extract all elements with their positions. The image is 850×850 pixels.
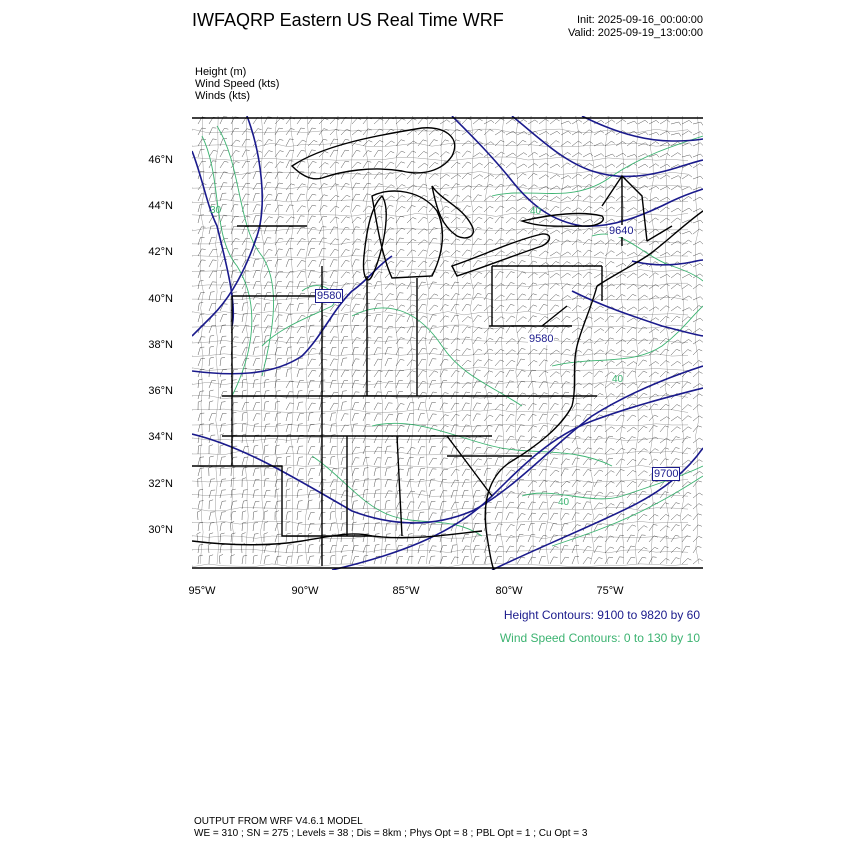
lon-label-80: 80°W <box>495 585 523 597</box>
lat-label-40: 40°N <box>148 293 173 305</box>
lat-label-38: 38°N <box>148 339 173 351</box>
lon-label-90: 90°W <box>291 585 319 597</box>
lon-label-85: 85°W <box>392 585 420 597</box>
lat-label-32: 32°N <box>148 478 173 490</box>
lat-label-42: 42°N <box>148 246 173 258</box>
height-contour-label: 9580 <box>317 290 342 302</box>
variable-height: Height (m) <box>195 66 247 78</box>
height-contour-label: 9580 <box>529 333 554 345</box>
height-contour-label: 9640 <box>609 225 634 237</box>
wind-contour-label: 40 <box>558 497 570 508</box>
lat-label-36: 36°N <box>148 385 173 397</box>
lat-label-46: 46°N <box>148 154 173 166</box>
model-info-line1: OUTPUT FROM WRF V4.6.1 MODEL <box>194 816 363 827</box>
chart-title: IWFAQRP Eastern US Real Time WRF <box>192 10 504 30</box>
height-contour-label: 9700 <box>654 468 679 480</box>
lat-label-44: 44°N <box>148 200 173 212</box>
variable-winds: Winds (kts) <box>195 90 250 102</box>
map-panel <box>192 116 703 570</box>
valid-time: Valid: 2025-09-19_13:00:00 <box>568 27 703 39</box>
wind-speed-contours-legend: Wind Speed Contours: 0 to 130 by 10 <box>499 631 700 645</box>
init-time: Init: 2025-09-16_00:00:00 <box>577 14 703 26</box>
lon-label-75: 75°W <box>596 585 624 597</box>
height-contours-legend: Height Contours: 9100 to 9820 by 60 <box>503 608 700 622</box>
wind-contour-label: 30 <box>210 205 222 216</box>
lat-label-34: 34°N <box>148 431 173 443</box>
variable-wind-speed: Wind Speed (kts) <box>195 78 280 90</box>
wind-contour-label: 40 <box>530 206 542 217</box>
model-info-line2: WE = 310 ; SN = 275 ; Levels = 38 ; Dis = 8km ; Phys Opt = 8 ; PBL Opt = 1 ; Cu Opt = 3 <box>194 828 588 839</box>
lat-label-30: 30°N <box>148 524 173 536</box>
wind-contour-label: 40 <box>612 374 624 385</box>
lon-label-95: 95°W <box>188 585 216 597</box>
